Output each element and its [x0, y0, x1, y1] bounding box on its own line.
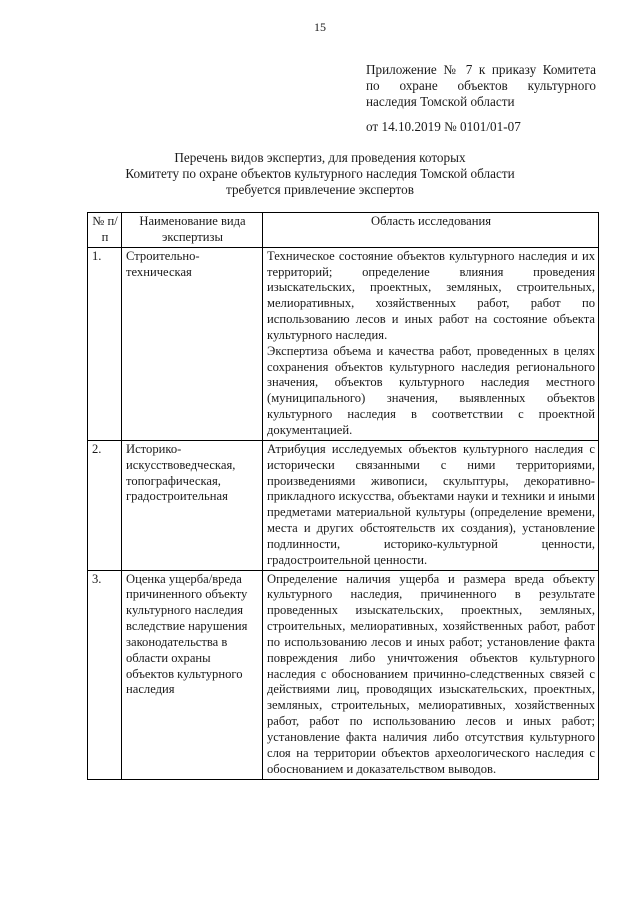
row-name: Историко-искусствоведческая, топографическая, градостроительная: [122, 440, 263, 570]
table-row: [88, 440, 599, 570]
row-num: 2.: [88, 440, 122, 570]
expertise-table: [87, 212, 599, 780]
title-line-1: Перечень видов экспертиз, для проведения которых: [174, 150, 466, 165]
row-area: [263, 440, 599, 570]
table-row: [88, 247, 599, 440]
row-area: [263, 570, 599, 779]
order-date: от 14.10.2019 № 0101/01-07: [366, 119, 521, 134]
page-number: 15: [314, 20, 326, 34]
appendix-line-2: по охране объектов культурного: [366, 78, 596, 93]
table-header-row: [88, 213, 599, 248]
title-line-2: Комитету по охране объектов культурного наследия Томской области: [125, 166, 515, 181]
row-name: Строительно-техническая: [122, 247, 263, 440]
row-num: 3.: [88, 570, 122, 779]
row-area-paragraph: Атрибуция исследуемых объектов культурного наследия с исторически связанными с ними территориями, произведениями живописи, скульптуры, декоративно-прикладного искусства, объектами науки и техники и иными предметами материальной культуры (определение времени, места и других обстоятельств их создания), установление подлинности, историко-культурной ценности, градостроительной ценности.: [267, 441, 595, 567]
header-num: № п/п: [88, 213, 122, 248]
header-area: Область исследования: [263, 213, 599, 248]
row-area-paragraph: Определение наличия ущерба и размера вреда объекту культурного наследия, причиненного в результате проведенных изыскательских, проектных, земляных, строительных, мелиоративных, хозяйственных работ, работ по использованию лесов и иных работ; установление факта повреждения либо уничтожения объектов культурного наследия с обоснованием причинно-следственных связей с действиями лиц, проводящих изыскательских, проектных, земляных, строительных, мелиоративных, хозяйственных работ, работ по использованию лесов и иных работ; установление факта наличия либо отсутствия культурного слоя на территории объектов археологического наследия с обоснованием и доказательством выводов.: [267, 571, 595, 776]
table-row: [88, 570, 599, 779]
appendix-line-3: наследия Томской области: [366, 94, 515, 109]
row-num: 1.: [88, 247, 122, 440]
header-name: Наименование вида экспертизы: [122, 213, 263, 248]
row-area: [263, 247, 599, 440]
appendix-block: [366, 62, 596, 110]
title-line-3: требуется привлечение экспертов: [226, 182, 414, 197]
appendix-line-1: Приложение № 7 к приказу Комитета: [366, 62, 596, 77]
row-area-paragraph: Техническое состояние объектов культурного наследия и их территорий; определение влияния проведения изыскательских, проектных, земляных, строительных, мелиоративных, хозяйственных работ, работ по использованию лесов и иных работ на состояние объекта культурного наследия.: [267, 248, 595, 342]
row-name: Оценка ущерба/вреда причиненного объекту культурного наследия вследствие нарушения законодательства в области охраны объектов культурного наследия: [122, 570, 263, 779]
document-title: [0, 150, 640, 198]
row-area-paragraph: Экспертиза объема и качества работ, проведенных в целях сохранения объектов культурного наследия регионального значения, объектов культурного наследия местного (муниципального) значения, выявленных объектов культурного наследия в соответствии с проектной документацией.: [267, 343, 595, 437]
